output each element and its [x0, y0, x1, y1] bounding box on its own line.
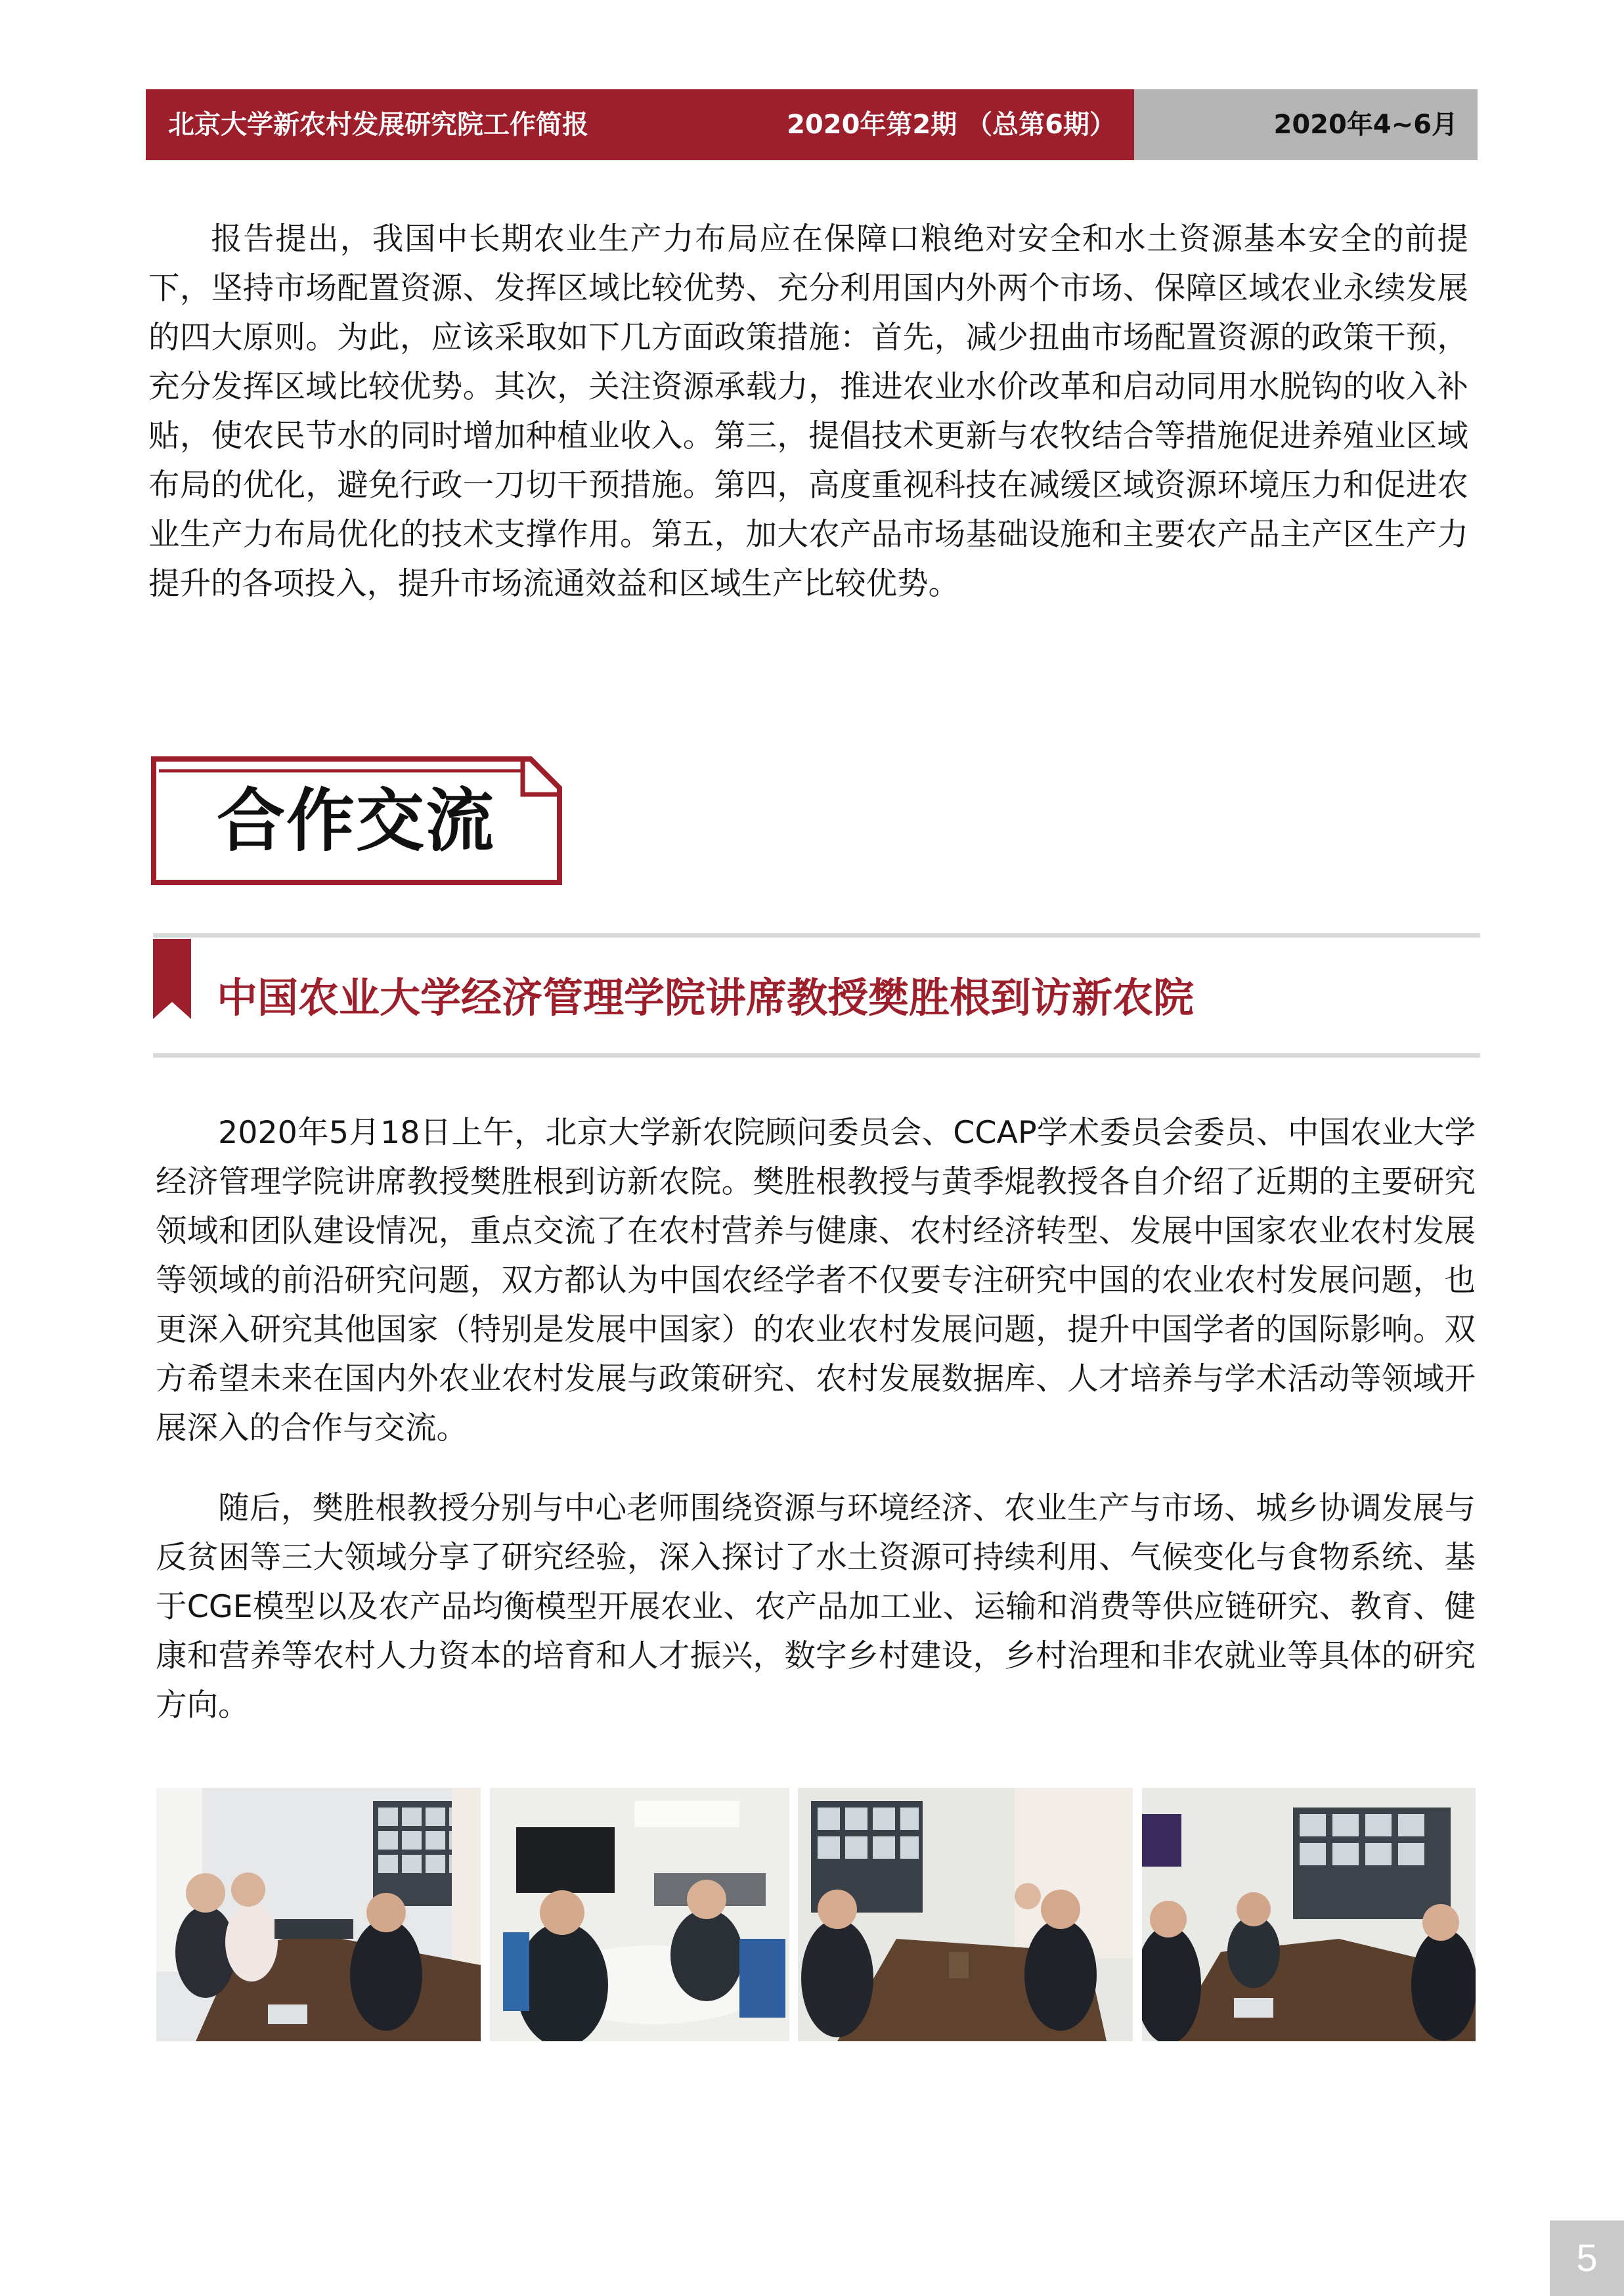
heading-rule-bottom [153, 1053, 1480, 1058]
section-title: 合作交流 [217, 781, 496, 861]
visit-paragraph: 2020年5月18日上午，北京大学新农院顾问委员会、CCAP学术委员会委员、中国农业大学经济管理学院讲席教授樊胜根到访新农院。樊胜根教授与黄季焜教授各自介绍了近期的主要研究领域和团队建设情况，重点交流了在农村营养与健康、农村经济转型、发展中国家农业农村发展等领域的前沿研究问题，双方都认为中国农经学者不仅要专注研究中国的农业农村发展问题，也更深入研究其他国家（特别是发展中国家）的农业农村发展问题，提升中国学者的国际影响。双方希望未来在国内外农业农村发展与政策研究、农村发展数据库、人才培养与学术活动等领域开展深入的合作与交流。 [156, 1115, 1476, 1446]
followup-paragraph: 随后，樊胜根教授分别与中心老师围绕资源与环境经济、农业生产与市场、城乡协调发展与反贫困等三大领域分享了研究经验，深入探讨了水土资源可持续利用、气候变化与食物系统、基于CGE模型以及农产品均衡模型开展农业、农产品加工业、运输和消费等供应链研究、教育、健康和营养等农村人力资本的培育和人才振兴，数字乡村建设，乡村治理和非农就业等具体的研究方向。 [156, 1490, 1476, 1723]
page-number-box [1550, 2220, 1624, 2296]
page-number: 5 [1576, 2237, 1598, 2280]
intro-paragraph: 报告提出，我国中长期农业生产力布局应在保障口粮绝对安全和水土资源基本安全的前提下，坚持市场配置资源、发挥区域比较优势、充分利用国内外两个市场、保障区域农业永续发展的四大原则。为此，应该采取如下几方面政策措施：首先，减少扭曲市场配置资源的政策干预，充分发挥区域比较优势。其次，关注资源承载力，推进农业水价改革和启动同用水脱钩的收入补贴，使农民节水的同时增加种植业收入。第三，提倡技术更新与农牧结合等措施促进养殖业区域布局的优化，避免行政一刀切干预措施。第四，高度重视科技在减缓区域资源环境压力和促进农业生产力布局优化的技术支撑作用。第五，加大农产品市场基础设施和主要农产品主产区生产力提升的各项投入，提升市场流通效益和区域生产比较优势。 [148, 221, 1468, 602]
bookmark-icon [153, 939, 191, 1019]
meeting-photo-2 [490, 1788, 789, 2041]
article-title: 中国农业大学经济管理学院讲席教授樊胜根到访新农院 [217, 974, 1195, 1022]
header-red-band [146, 89, 1134, 160]
meeting-photo-1 [156, 1788, 481, 2041]
page-header [146, 89, 1478, 160]
header-gray-band [1134, 89, 1478, 160]
issue-label: 2020年第2期 （总第6期） [787, 110, 1116, 140]
meeting-photo-4 [1142, 1788, 1476, 2041]
section-badge [151, 756, 562, 885]
publication-title: 北京大学新农村发展研究院工作简报 [168, 110, 588, 140]
issue-period: 2020年4~6月 [1273, 110, 1458, 140]
heading-rule-top [153, 933, 1480, 938]
meeting-photo-3 [798, 1788, 1133, 2041]
